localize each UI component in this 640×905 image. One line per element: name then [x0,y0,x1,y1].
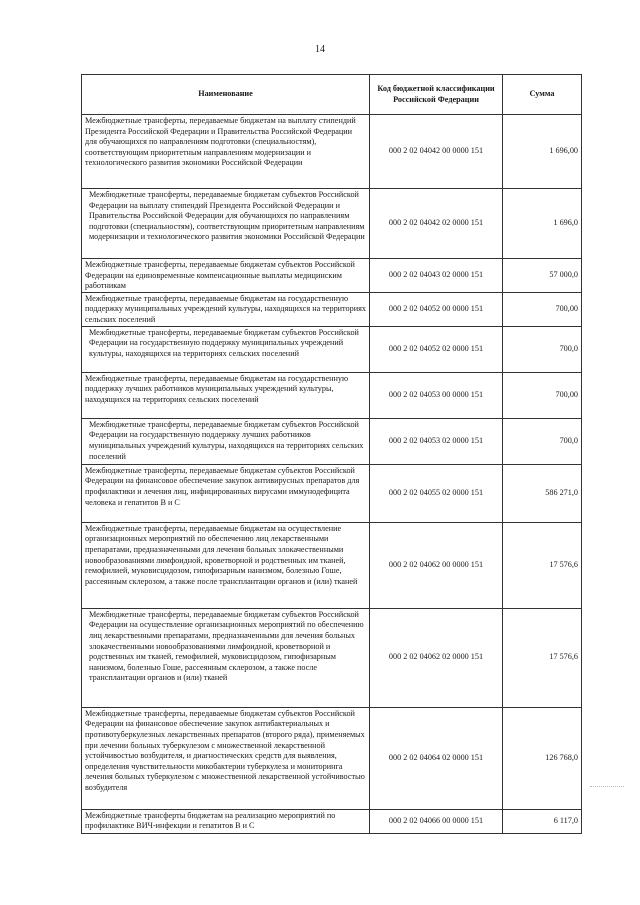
header-amount: Сумма [503,75,582,115]
row-name-cell: Межбюджетные трансферты, передаваемые бюджетам субъектов Российской Федерации на финансовое обеспечение закупок антибактериальных и противотуберкулезных лекарственных препаратов (второго ряда), применяемых при лечении больных туберкулезом с множественной лекарственной устойчивостью возбудителя, и диагностических средств для выявления, определения чувствительности микобактерии туберкулеза и мониторинга лечения больных туберкулезом с множественной лекарственной устойчивостью возбудителя [82,707,370,809]
row-code-cell: 000 2 02 04053 00 0000 151 [370,372,503,418]
row-code-cell: 000 2 02 04053 02 0000 151 [370,418,503,464]
row-amount-cell: 17 576,6 [503,608,582,707]
row-name-cell: Межбюджетные трансферты, передаваемые бюджетам на государственную поддержку лучших работников муниципальных учреждений культуры, находящихся на территориях сельских поселений [82,372,370,418]
row-code-cell: 000 2 02 04062 02 0000 151 [370,608,503,707]
table-row [82,418,582,464]
row-amount-cell: 700,0 [503,418,582,464]
row-name-cell: Межбюджетные трансферты, передаваемые бюджетам на государственную поддержку муниципальных учреждений культуры, находящихся на территориях сельских поселений [82,292,370,326]
table-row [82,372,582,418]
table-row [82,326,582,372]
row-code-cell: 000 2 02 04043 02 0000 151 [370,259,503,293]
row-name-cell: Межбюджетные трансферты, передаваемые бюджетам субъектов Российской Федерации на финансовое обеспечение закупок антивирусных препаратов для профилактики и лечения лиц, инфицированных вирусами иммунодефицита человека и гепатитов В и С [82,464,370,522]
table-row [82,608,582,707]
row-amount-cell: 126 768,0 [503,707,582,809]
row-code-cell: 000 2 02 04062 00 0000 151 [370,522,503,608]
row-name-cell: Межбюджетные трансферты, передаваемые бюджетам субъектов Российской Федерации на выплату стипендий Президента Российской Федерации и Правительства Российской Федерации для обучающихся по направлениям подготовки (специальностям), соответствующим приоритетным направлениям модернизации и технологического развития экономики Российской Федерации [82,189,370,259]
row-name-cell: Межбюджетные трансферты, передаваемые бюджетам субъектов Российской Федерации на государственную поддержку лучших работников муниципальных учреждений культуры, находящихся на территориях сельских поселений [82,418,370,464]
table-row [82,809,582,833]
row-code-cell: 000 2 02 04042 00 0000 151 [370,115,503,189]
row-code-cell: 000 2 02 04052 00 0000 151 [370,292,503,326]
row-code-cell: 000 2 02 04042 02 0000 151 [370,189,503,259]
row-amount-cell: 1 696,00 [503,115,582,189]
row-amount-cell: 57 000,0 [503,259,582,293]
table-row [82,115,582,189]
table-row [82,464,582,522]
row-amount-cell: 700,00 [503,372,582,418]
row-amount-cell: 700,00 [503,292,582,326]
table-row [82,259,582,293]
budget-transfers-table [81,74,582,834]
row-name-cell: Межбюджетные трансферты, передаваемые бюджетам субъектов Российской Федерации на осуществление организационных мероприятий по обеспечению лиц лекарственными препаратами, предназначенными для лечения больных злокачественными новообразованиями лимфоидной, кроветворной и родственных им тканей, гемофилией, муковисцидозом, гипофизарным нанизмом, болезнью Гоше, рассеянным склерозом, а также после трансплантации органов и (или) тканей [82,608,370,707]
row-name-cell: Межбюджетные трансферты, передаваемые бюджетам на осуществление организационных мероприятий по обеспечению лиц лекарственными препаратами, предназначенными для лечения больных злокачественными новообразованиями лимфоидной, кроветворной и родственных им тканей, гемофилией, муковисцидозом, гипофизарным нанизмом, болезнью Гоше, рассеянным склерозом, а также после трансплантации органов и (или) тканей [82,522,370,608]
row-code-cell: 000 2 02 04052 02 0000 151 [370,326,503,372]
header-name: Наименование [82,75,370,115]
scan-artifact [590,786,624,788]
table-header-row [82,75,582,115]
table-row [82,522,582,608]
row-name-cell: Межбюджетные трансферты бюджетам на реализацию мероприятий по профилактике ВИЧ-инфекции и гепатитов В и С [82,809,370,833]
table-body [82,115,582,834]
table-row [82,707,582,809]
row-amount-cell: 1 696,0 [503,189,582,259]
row-amount-cell: 586 271,0 [503,464,582,522]
row-amount-cell: 17 576,6 [503,522,582,608]
row-code-cell: 000 2 02 04066 00 0000 151 [370,809,503,833]
table-row [82,189,582,259]
row-name-cell: Межбюджетные трансферты, передаваемые бюджетам субъектов Российской Федерации на единовременные компенсационные выплаты медицинским работникам [82,259,370,293]
table-row [82,292,582,326]
row-code-cell: 000 2 02 04055 02 0000 151 [370,464,503,522]
page-number: 14 [315,44,325,55]
row-name-cell: Межбюджетные трансферты, передаваемые бюджетам на выплату стипендий Президента Российской Федерации и Правительства Российской Федерации для обучающихся по направлениям подготовки (специальностям), соответствующим приоритетным направлениям модернизации и технологического развития экономики Российской Федерации [82,115,370,189]
row-amount-cell: 6 117,0 [503,809,582,833]
row-code-cell: 000 2 02 04064 02 0000 151 [370,707,503,809]
row-name-cell: Межбюджетные трансферты, передаваемые бюджетам субъектов Российской Федерации на государственную поддержку муниципальных учреждений культуры, находящихся на территориях сельских поселений [82,326,370,372]
row-amount-cell: 700,0 [503,326,582,372]
header-code: Код бюджетной классификации Российской Федерации [370,75,503,115]
